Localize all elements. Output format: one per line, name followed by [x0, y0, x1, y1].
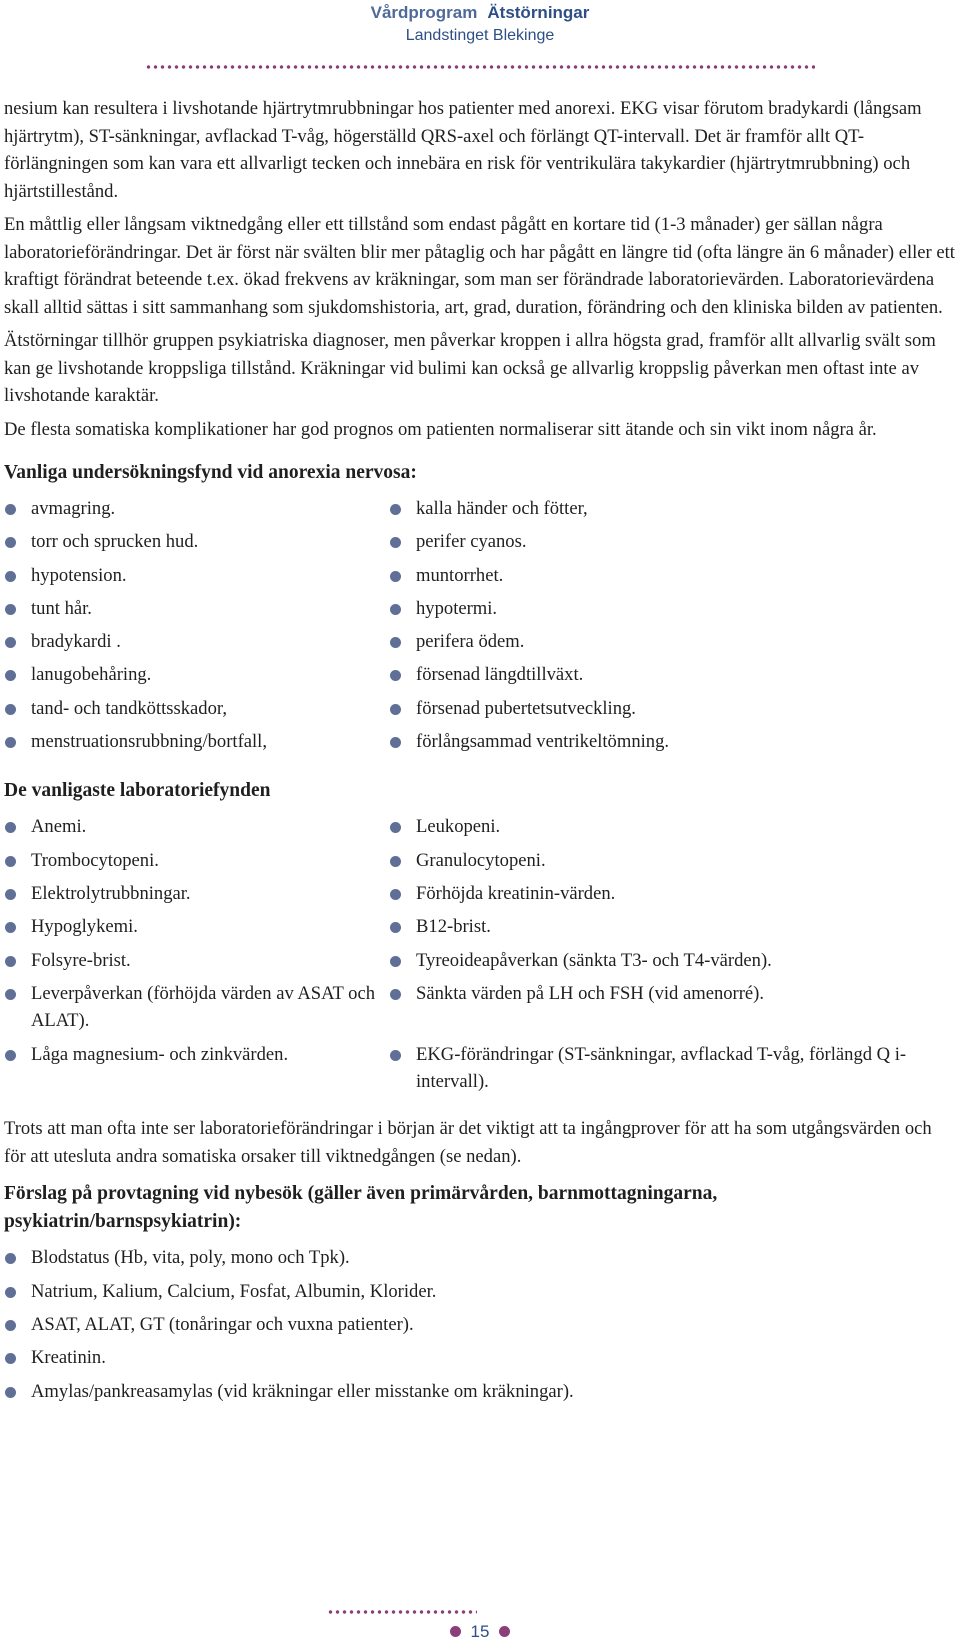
list-item: perifer cyanos. — [389, 528, 949, 556]
bullet-icon — [5, 989, 16, 1000]
bullet-icon — [390, 604, 401, 615]
header-organization: Landstinget Blekinge — [405, 27, 555, 44]
bullet-icon — [390, 956, 401, 967]
findings-heading: Vanliga undersökningsfynd vid anorexia nervosa: — [4, 462, 417, 483]
paragraph: Trots att man ofta inte ser laboratorieförändringar i början är det viktigt att ta ingångprover för att ha som utgångsvärden och för att utesluta andra somatiska orsaker till viktnedgången (se nedan). — [4, 1118, 932, 1167]
bullet-icon — [5, 537, 16, 548]
page-number: 15 — [470, 1622, 490, 1641]
bullet-icon — [5, 504, 16, 515]
bullet-icon — [390, 504, 401, 515]
list-item: avmagring. — [4, 495, 389, 523]
list-item: bradykardi . — [4, 628, 389, 656]
header-title — [0, 3, 960, 23]
list-item: hypotension. — [4, 562, 389, 590]
list-item: menstruationsrubbning/bortfall, — [4, 728, 389, 756]
labs-left-column — [4, 813, 389, 1101]
list-item: kalla händer och fötter, — [389, 495, 949, 523]
bullet-icon — [390, 537, 401, 548]
list-item: Förhöjda kreatinin-värden. — [389, 880, 949, 908]
list-item: ASAT, ALAT, GT (tonåringar och vuxna patienter). — [4, 1311, 956, 1339]
bullet-icon — [5, 856, 16, 867]
list-item: Folsyre-brist. — [4, 947, 389, 975]
bullet-icon — [5, 1387, 16, 1398]
bullet-icon — [390, 637, 401, 648]
paragraph: En måttlig eller långsam viktnedgång eller ett tillstånd som endast pågått en kortare tid (1-3 månader) ger sällan några laboratorieförändringar. Det är först när svälten blir mer påtaglig och har pågått en längre tid (ofta längre än 6 månader) eller ett kraftigt förändrat beteende t.ex. ökad frekvens av kräkningar, som man ser förändrade laboratorievärden. Laboratorievärdena skall alltid sättas i sitt sammanhang som sjukdomshistoria, art, grad, duration, förändring och den kliniska bilden av patienten. — [4, 214, 955, 318]
list-item: tunt hår. — [4, 595, 389, 623]
list-item: Anemi. — [4, 813, 389, 841]
sampling-list — [4, 1244, 956, 1405]
paragraph: nesium kan resultera i livshotande hjärtrytmrubbningar hos patienter med anorexi. EKG visar förutom bradykardi (långsam hjärtrytm), ST-sänkningar, avflackad T-våg, högerställd QRS-axel och förlängt QT-intervall. Det är framför allt QT-förlängningen som kan vara ett allvarligt tecken och innebära en risk för ventrikulära takykardier (hjärtrytmrubbning) och hjärtstillestånd. — [4, 98, 922, 202]
bullet-icon — [5, 604, 16, 615]
bullet-icon — [390, 704, 401, 715]
dot-icon — [450, 1626, 461, 1637]
bullet-icon — [390, 822, 401, 833]
findings-list — [4, 495, 956, 761]
labs-right-column — [389, 813, 949, 1101]
bullet-icon — [5, 704, 16, 715]
list-item: perifera ödem. — [389, 628, 949, 656]
list-item: B12-brist. — [389, 913, 949, 941]
header-dotted-rule — [145, 65, 815, 69]
bullet-icon — [390, 571, 401, 582]
list-item: Sänkta värden på LH och FSH (vid amenorré). — [389, 980, 949, 1035]
bullet-icon — [5, 571, 16, 582]
bullet-icon — [5, 889, 16, 900]
list-item: Amylas/pankreasamylas (vid kräkningar eller misstanke om kräkningar). — [4, 1378, 956, 1406]
list-item: försenad längdtillväxt. — [389, 661, 949, 689]
labs-heading: De vanligaste laboratoriefynden — [4, 780, 271, 802]
page-footer — [0, 1622, 960, 1642]
list-item: Hypoglykemi. — [4, 913, 389, 941]
page-content — [4, 95, 956, 1411]
list-item: Trombocytopeni. — [4, 847, 389, 875]
list-item: lanugobehåring. — [4, 661, 389, 689]
sampling-heading: Förslag på provtagning vid nybesök (gäller även primärvården, barnmottagningarna, psykiatrin/barnspsykiatrin): — [4, 1183, 718, 1233]
bullet-icon — [5, 956, 16, 967]
findings-right-column — [389, 495, 949, 761]
bullet-icon — [5, 1287, 16, 1298]
bullet-icon — [390, 1050, 401, 1061]
bullet-icon — [5, 637, 16, 648]
list-item: Leukopeni. — [389, 813, 949, 841]
findings-left-column — [4, 495, 389, 761]
bullet-icon — [5, 737, 16, 748]
bullet-icon — [390, 670, 401, 681]
list-item: Granulocytopeni. — [389, 847, 949, 875]
list-item: EKG-förändringar (ST-sänkningar, avflackad T-våg, förlängd Q i-intervall). — [389, 1041, 949, 1096]
paragraph: De flesta somatiska komplikationer har god prognos om patienten normaliserar sitt ätande och sin vikt inom några år. — [4, 418, 877, 440]
bullet-icon — [390, 856, 401, 867]
list-item: Låga magnesium- och zinkvärden. — [4, 1041, 389, 1069]
paragraph: Ätstörningar tillhör gruppen psykiatriska diagnoser, men påverkar kroppen i allra högsta grad, framför allt allvarlig svält som kan ge livshotande kroppsliga tillstånd. Kräkningar vid bulimi kan också ge allvarlig kroppslig påverkan men oftast inte av livshotande karaktär. — [4, 330, 936, 406]
bullet-icon — [5, 670, 16, 681]
list-item: förlångsammad ventrikeltömning. — [389, 728, 949, 756]
bullet-icon — [390, 737, 401, 748]
header-topic: Ätstörningar — [487, 3, 590, 22]
list-item: Leverpåverkan (förhöjda värden av ASAT och ALAT). — [4, 980, 389, 1035]
labs-list — [4, 813, 956, 1101]
footer-dotted-rule — [327, 1610, 477, 1614]
bullet-icon — [390, 889, 401, 900]
bullet-icon — [5, 1353, 16, 1364]
list-item: Tyreoideapåverkan (sänkta T3- och T4-värden). — [389, 947, 949, 975]
list-item: Natrium, Kalium, Calcium, Fosfat, Albumin, Klorider. — [4, 1278, 956, 1306]
bullet-icon — [5, 1253, 16, 1264]
bullet-icon — [5, 1050, 16, 1061]
dot-icon — [499, 1626, 510, 1637]
bullet-icon — [5, 922, 16, 933]
list-item: Elektrolytrubbningar. — [4, 880, 389, 908]
bullet-icon — [390, 989, 401, 1000]
list-item: muntorrhet. — [389, 562, 949, 590]
list-item: Kreatinin. — [4, 1344, 956, 1372]
list-item: Blodstatus (Hb, vita, poly, mono och Tpk). — [4, 1244, 956, 1272]
list-item: torr och sprucken hud. — [4, 528, 389, 556]
list-item: försenad pubertetsutveckling. — [389, 695, 949, 723]
list-item: tand- och tandköttsskador, — [4, 695, 389, 723]
list-item: hypotermi. — [389, 595, 949, 623]
bullet-icon — [5, 1320, 16, 1331]
header-program: Vårdprogram — [370, 3, 478, 22]
bullet-icon — [5, 822, 16, 833]
bullet-icon — [390, 922, 401, 933]
